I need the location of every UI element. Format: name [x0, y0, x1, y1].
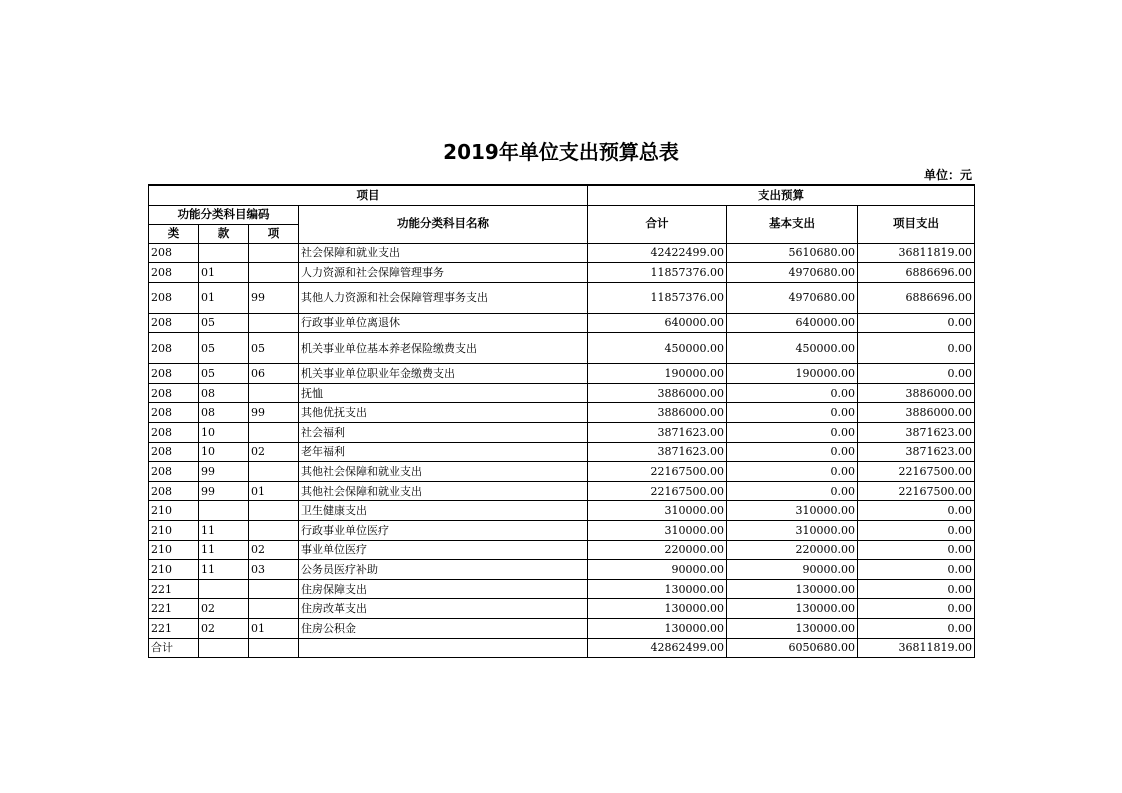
budget-table	[148, 184, 975, 658]
cell-xiang: 03	[249, 560, 299, 580]
cell-xiang: 06	[249, 364, 299, 384]
cell-total: 90000.00	[588, 560, 727, 580]
cell-xiang	[249, 423, 299, 443]
cell-name: 人力资源和社会保障管理事务	[299, 263, 588, 283]
cell-xiang: 99	[249, 403, 299, 423]
cell-project: 22167500.00	[858, 462, 975, 482]
cell-kuan: 11	[199, 521, 249, 541]
cell-name: 其他社会保障和就业支出	[299, 481, 588, 501]
cell-kuan: 99	[199, 481, 249, 501]
table-row	[149, 501, 975, 521]
cell-total: 640000.00	[588, 313, 727, 333]
cell-lei: 221	[149, 619, 199, 639]
cell-name: 事业单位医疗	[299, 540, 588, 560]
table-row	[149, 403, 975, 423]
cell-xiang	[249, 243, 299, 263]
cell-project: 0.00	[858, 579, 975, 599]
cell-kuan: 05	[199, 364, 249, 384]
header-func-code: 功能分类科目编码	[149, 205, 299, 224]
cell-basic: 0.00	[727, 403, 858, 423]
cell-lei: 208	[149, 364, 199, 384]
cell-total: 3871623.00	[588, 423, 727, 443]
cell-name: 社会福利	[299, 423, 588, 443]
table-row	[149, 481, 975, 501]
cell-basic: 310000.00	[727, 521, 858, 541]
cell-total: 310000.00	[588, 501, 727, 521]
cell-xiang: 01	[249, 481, 299, 501]
cell-basic: 220000.00	[727, 540, 858, 560]
cell-lei: 208	[149, 462, 199, 482]
cell-name: 住房保障支出	[299, 579, 588, 599]
cell-name: 其他优抚支出	[299, 403, 588, 423]
cell-kuan	[199, 579, 249, 599]
cell-total: 130000.00	[588, 579, 727, 599]
cell-total: 11857376.00	[588, 282, 727, 313]
cell-name	[299, 638, 588, 658]
cell-basic: 4970680.00	[727, 263, 858, 283]
cell-project: 0.00	[858, 599, 975, 619]
header-func-name: 功能分类科目名称	[299, 205, 588, 243]
cell-kuan	[199, 243, 249, 263]
cell-lei: 210	[149, 540, 199, 560]
cell-xiang	[249, 462, 299, 482]
cell-xiang: 99	[249, 282, 299, 313]
cell-xiang	[249, 599, 299, 619]
cell-project: 36811819.00	[858, 243, 975, 263]
table-row	[149, 462, 975, 482]
cell-lei: 208	[149, 282, 199, 313]
table-row	[149, 243, 975, 263]
cell-lei: 208	[149, 313, 199, 333]
cell-total: 3871623.00	[588, 442, 727, 462]
cell-project: 3886000.00	[858, 403, 975, 423]
cell-kuan: 11	[199, 540, 249, 560]
cell-total: 3886000.00	[588, 383, 727, 403]
cell-name: 卫生健康支出	[299, 501, 588, 521]
cell-basic: 0.00	[727, 462, 858, 482]
cell-basic: 90000.00	[727, 560, 858, 580]
cell-basic: 130000.00	[727, 619, 858, 639]
cell-kuan	[199, 501, 249, 521]
cell-kuan: 11	[199, 560, 249, 580]
cell-lei: 210	[149, 560, 199, 580]
header-xiang: 项	[249, 224, 299, 243]
cell-basic: 130000.00	[727, 579, 858, 599]
cell-total: 190000.00	[588, 364, 727, 384]
cell-basic: 190000.00	[727, 364, 858, 384]
cell-lei: 221	[149, 579, 199, 599]
header-total: 合计	[588, 205, 727, 243]
header-expense-budget: 支出预算	[588, 185, 975, 205]
cell-xiang	[249, 579, 299, 599]
cell-project: 3886000.00	[858, 383, 975, 403]
cell-total: 22167500.00	[588, 481, 727, 501]
cell-lei: 208	[149, 481, 199, 501]
cell-name: 其他人力资源和社会保障管理事务支出	[299, 282, 588, 313]
table-row	[149, 599, 975, 619]
cell-total: 3886000.00	[588, 403, 727, 423]
cell-total: 11857376.00	[588, 263, 727, 283]
cell-total: 310000.00	[588, 521, 727, 541]
cell-total: 42422499.00	[588, 243, 727, 263]
table-row	[149, 313, 975, 333]
cell-total: 42862499.00	[588, 638, 727, 658]
cell-basic: 0.00	[727, 481, 858, 501]
cell-name: 公务员医疗补助	[299, 560, 588, 580]
cell-total: 22167500.00	[588, 462, 727, 482]
table-row	[149, 442, 975, 462]
cell-project: 0.00	[858, 560, 975, 580]
table-row	[149, 638, 975, 658]
cell-total: 450000.00	[588, 333, 727, 364]
cell-xiang	[249, 638, 299, 658]
cell-kuan: 10	[199, 442, 249, 462]
cell-basic: 0.00	[727, 442, 858, 462]
cell-lei: 208	[149, 333, 199, 364]
cell-name: 机关事业单位基本养老保险缴费支出	[299, 333, 588, 364]
cell-kuan: 01	[199, 263, 249, 283]
cell-total: 130000.00	[588, 599, 727, 619]
cell-total: 130000.00	[588, 619, 727, 639]
cell-project: 22167500.00	[858, 481, 975, 501]
cell-xiang	[249, 383, 299, 403]
cell-project: 0.00	[858, 619, 975, 639]
cell-name: 行政事业单位医疗	[299, 521, 588, 541]
cell-name: 行政事业单位离退休	[299, 313, 588, 333]
cell-project: 6886696.00	[858, 282, 975, 313]
cell-basic: 310000.00	[727, 501, 858, 521]
table-row	[149, 423, 975, 443]
cell-kuan	[199, 638, 249, 658]
cell-xiang: 05	[249, 333, 299, 364]
cell-total: 220000.00	[588, 540, 727, 560]
cell-xiang: 02	[249, 442, 299, 462]
cell-lei: 208	[149, 263, 199, 283]
cell-kuan: 08	[199, 403, 249, 423]
table-body	[149, 243, 975, 658]
cell-kuan: 05	[199, 313, 249, 333]
cell-basic: 0.00	[727, 383, 858, 403]
cell-xiang: 02	[249, 540, 299, 560]
cell-basic: 0.00	[727, 423, 858, 443]
cell-project: 36811819.00	[858, 638, 975, 658]
page-title: 2019年单位支出预算总表	[443, 140, 679, 164]
cell-kuan: 99	[199, 462, 249, 482]
cell-kuan: 01	[199, 282, 249, 313]
cell-project: 0.00	[858, 313, 975, 333]
cell-basic: 450000.00	[727, 333, 858, 364]
table-row	[149, 364, 975, 384]
cell-lei: 合计	[149, 638, 199, 658]
cell-project: 0.00	[858, 540, 975, 560]
cell-name: 抚恤	[299, 383, 588, 403]
cell-xiang	[249, 263, 299, 283]
cell-lei: 221	[149, 599, 199, 619]
cell-basic: 6050680.00	[727, 638, 858, 658]
unit-label: 单位：元	[923, 168, 972, 182]
cell-xiang	[249, 501, 299, 521]
table-row	[149, 263, 975, 283]
cell-basic: 130000.00	[727, 599, 858, 619]
header-kuan: 款	[199, 224, 249, 243]
cell-xiang	[249, 313, 299, 333]
cell-lei: 208	[149, 243, 199, 263]
cell-kuan: 08	[199, 383, 249, 403]
cell-name: 其他社会保障和就业支出	[299, 462, 588, 482]
header-lei: 类	[149, 224, 199, 243]
cell-lei: 208	[149, 423, 199, 443]
cell-basic: 640000.00	[727, 313, 858, 333]
cell-lei: 208	[149, 383, 199, 403]
cell-project: 3871623.00	[858, 442, 975, 462]
cell-project: 3871623.00	[858, 423, 975, 443]
cell-name: 住房公积金	[299, 619, 588, 639]
cell-kuan: 10	[199, 423, 249, 443]
cell-basic: 5610680.00	[727, 243, 858, 263]
cell-project: 0.00	[858, 521, 975, 541]
cell-lei: 208	[149, 403, 199, 423]
table-row	[149, 579, 975, 599]
table-row	[149, 333, 975, 364]
table-row	[149, 540, 975, 560]
cell-project: 6886696.00	[858, 263, 975, 283]
cell-lei: 208	[149, 442, 199, 462]
cell-project: 0.00	[858, 364, 975, 384]
table-row	[149, 560, 975, 580]
header-project: 项目	[149, 185, 588, 205]
cell-project: 0.00	[858, 501, 975, 521]
cell-name: 住房改革支出	[299, 599, 588, 619]
cell-name: 老年福利	[299, 442, 588, 462]
table-row	[149, 521, 975, 541]
cell-lei: 210	[149, 521, 199, 541]
cell-name: 机关事业单位职业年金缴费支出	[299, 364, 588, 384]
cell-kuan: 05	[199, 333, 249, 364]
cell-xiang: 01	[249, 619, 299, 639]
cell-xiang	[249, 521, 299, 541]
cell-kuan: 02	[199, 599, 249, 619]
cell-basic: 4970680.00	[727, 282, 858, 313]
header-basic: 基本支出	[727, 205, 858, 243]
cell-name: 社会保障和就业支出	[299, 243, 588, 263]
table-row	[149, 282, 975, 313]
cell-project: 0.00	[858, 333, 975, 364]
cell-kuan: 02	[199, 619, 249, 639]
header-project-expense: 项目支出	[858, 205, 975, 243]
table-row	[149, 619, 975, 639]
cell-lei: 210	[149, 501, 199, 521]
table-row	[149, 383, 975, 403]
